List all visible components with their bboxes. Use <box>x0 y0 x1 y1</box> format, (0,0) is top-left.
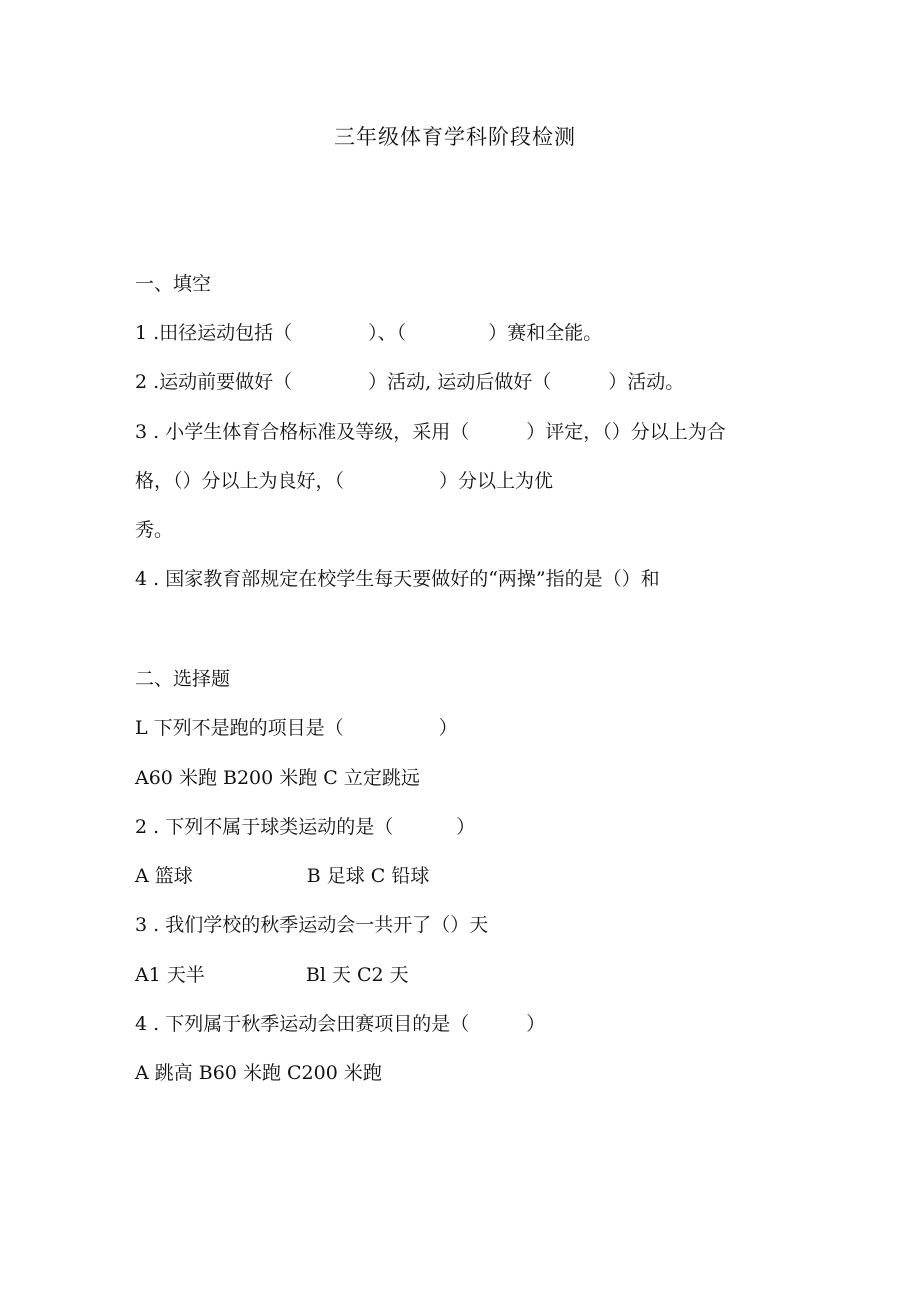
question-line: 2 . 下列不属于球类运动的是（ ） <box>135 816 476 838</box>
page-title: 三年级体育学科阶段检测 <box>334 125 576 149</box>
question-line: 格，（）分以上为良好，（ ）分以上为优 <box>135 470 554 492</box>
question-line: 3 . 我们学校的秋季运动会一共开了（）天 <box>135 914 489 936</box>
question-line: 1 .田径运动包括（ ）、（ ）赛和全能。 <box>135 322 603 344</box>
question-line: 秀。 <box>135 519 174 541</box>
section-heading-multiple-choice: 二、选择题 <box>135 668 231 690</box>
option-line: A1 天半 Bl 天 C2 天 <box>135 964 409 986</box>
question-line: 2 .运动前要做好（ ）活动, 运动后做好（ ）活动。 <box>135 371 685 393</box>
question-line: 4 . 国家教育部规定在校学生每天要做好的“两操”指的是（）和 <box>135 568 660 590</box>
question-line: 3 . 小学生体育合格标准及等级，采用（ ）评定，（）分以上为合 <box>135 421 726 443</box>
section-heading-fill-blank: 一、填空 <box>135 273 212 295</box>
option-line: A 跳高 B60 米跑 C200 米跑 <box>135 1062 382 1084</box>
option-line: A 篮球 B 足球 C 铅球 <box>135 865 430 887</box>
question-line: L 下列不是跑的项目是（ ） <box>135 717 458 739</box>
option-line: A60 米跑 B200 米跑 C 立定跳远 <box>135 767 420 789</box>
question-line: 4 . 下列属于秋季运动会田赛项目的是（ ） <box>135 1013 546 1035</box>
